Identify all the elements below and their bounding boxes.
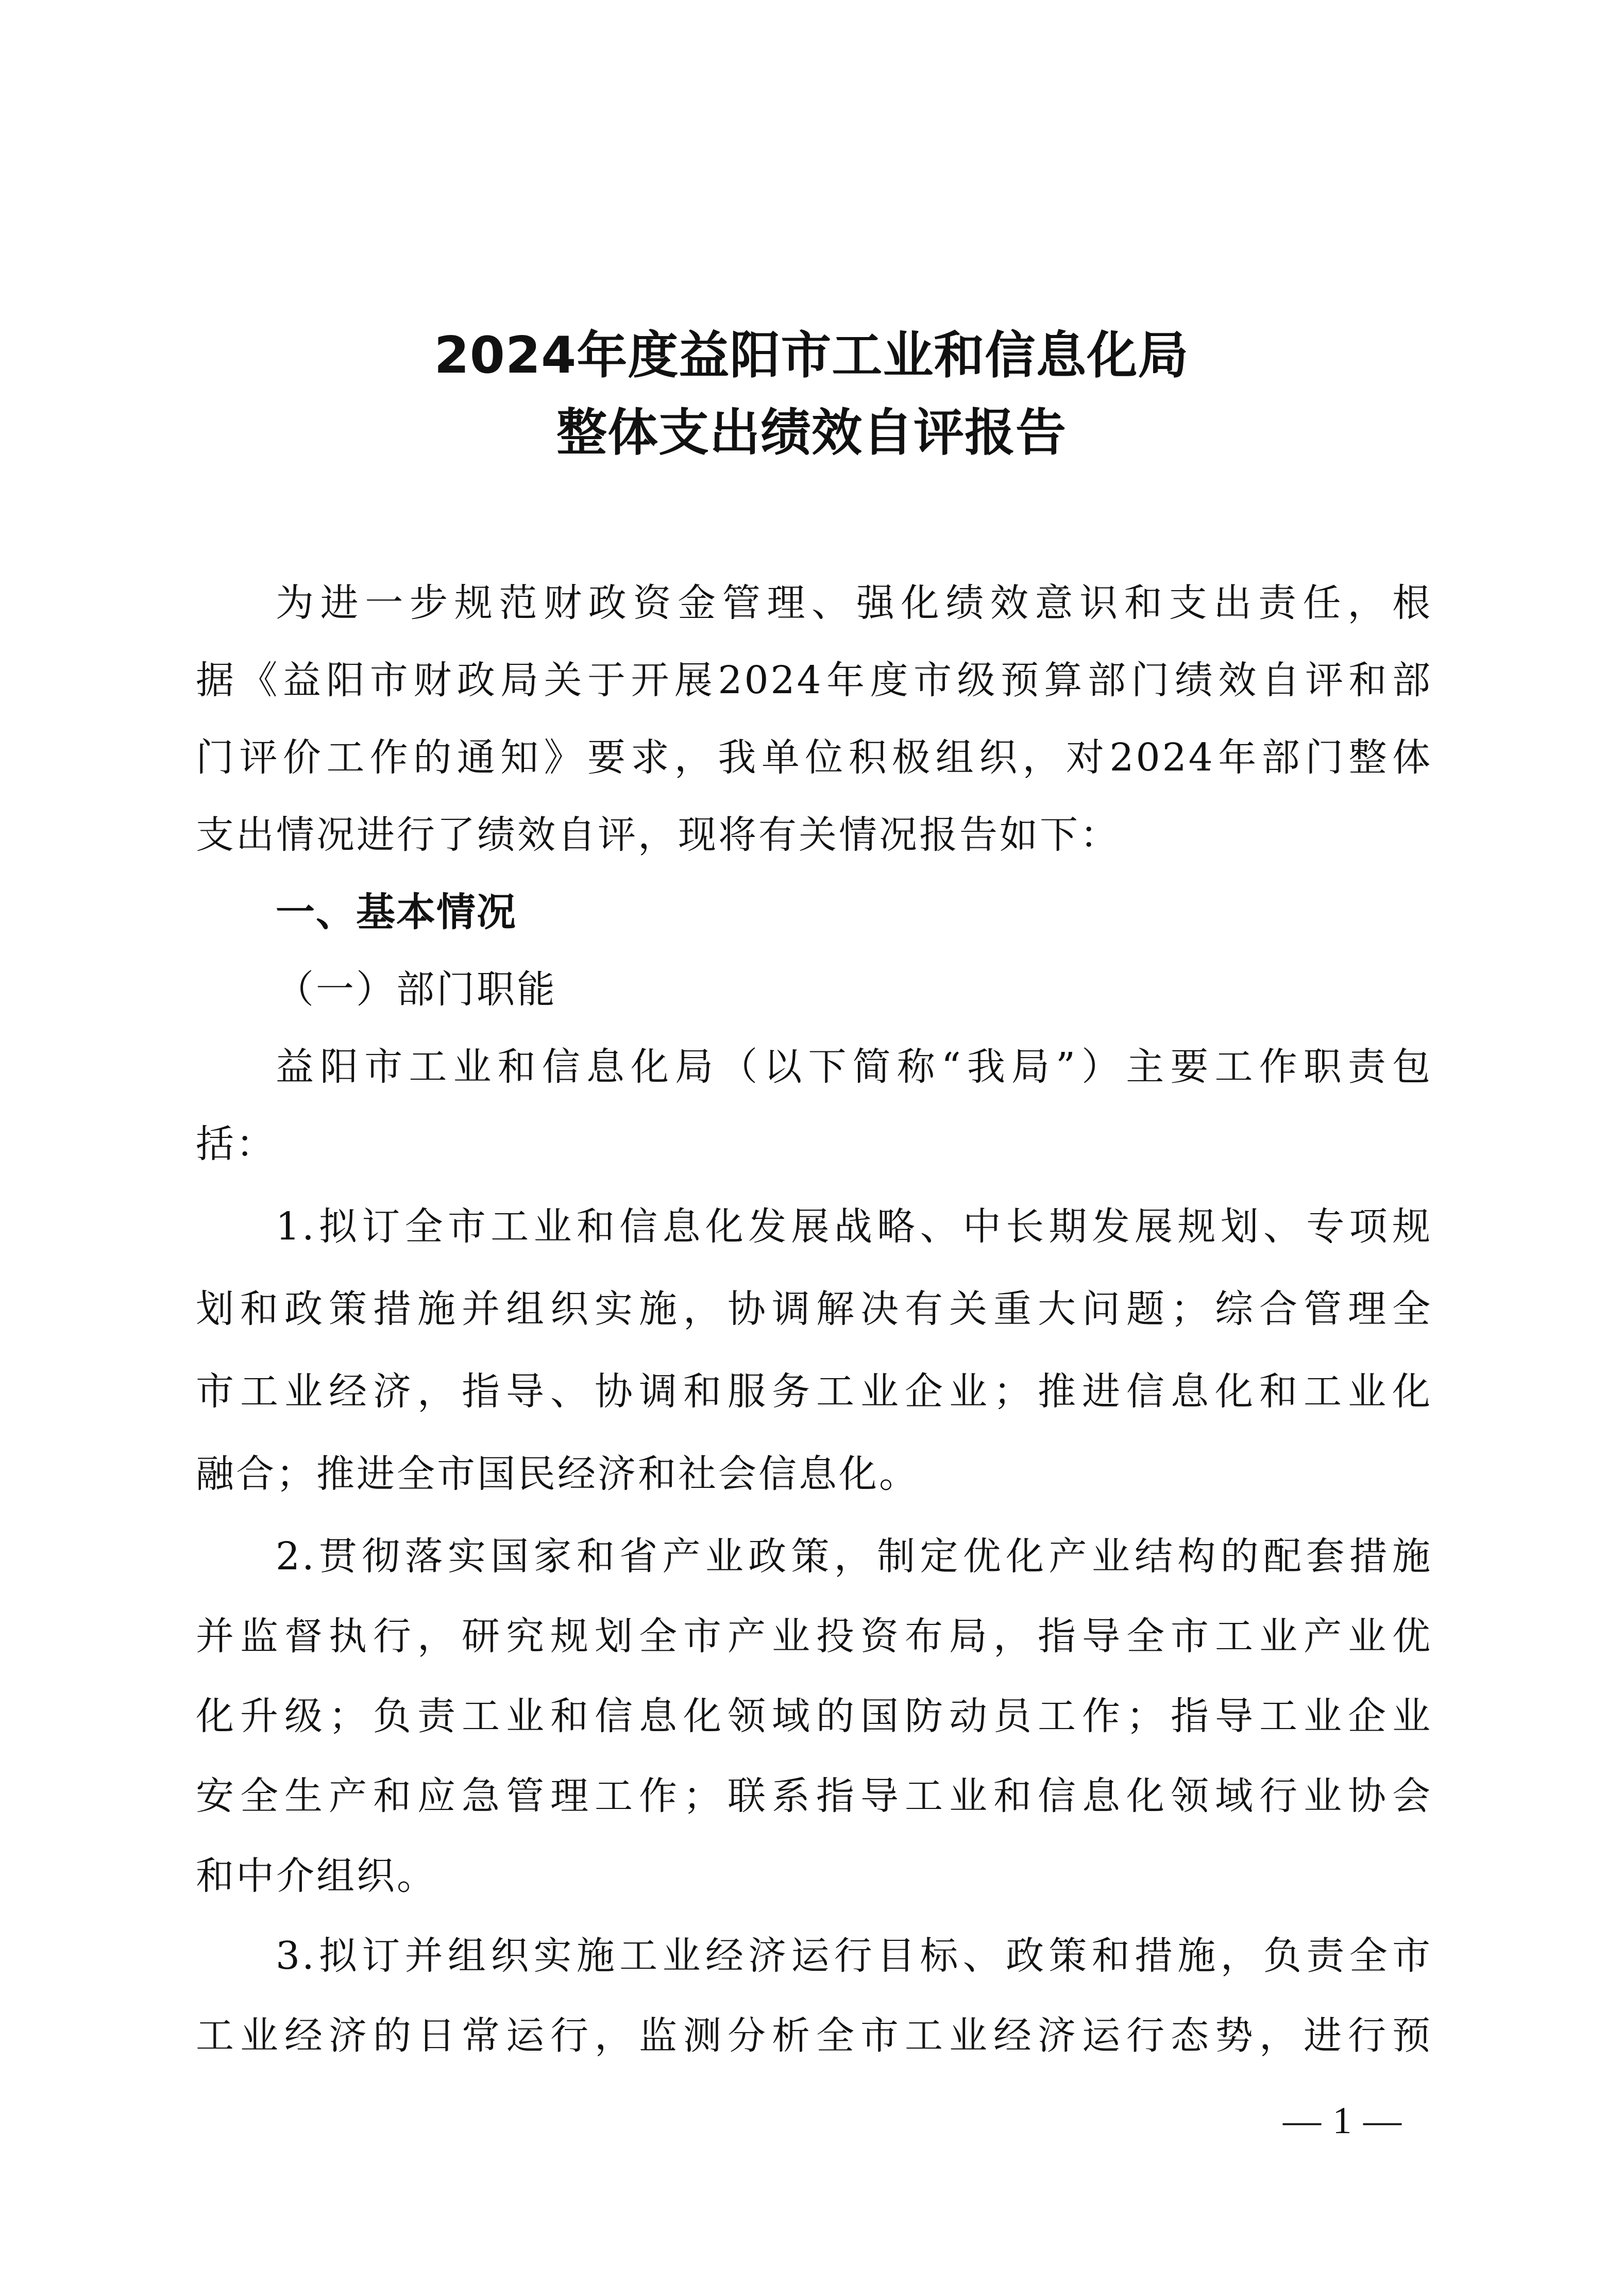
section-heading-basic-info: 一、基本情况 — [276, 889, 517, 935]
item1-line-4: 融合；推进全市国民经济和社会信息化。 — [196, 1452, 919, 1496]
item2-line-3: 化升级；负责工业和信息化领域的国防动员工作；指导工业企业 — [196, 1694, 1432, 1738]
item2-line-2: 并监督执行，研究规划全市产业投资布局，指导全市工业产业优 — [196, 1614, 1432, 1658]
intro-line-4: 支出情况进行了绩效自评，现将有关情况报告如下： — [196, 813, 1120, 857]
page-number: — 1 — — [1283, 2100, 1402, 2142]
item2-line-4: 安全生产和应急管理工作；联系指导工业和信息化领域行业协会 — [196, 1774, 1432, 1818]
item2-line-5: 和中介组织。 — [196, 1854, 437, 1898]
item1-line-3: 市工业经济，指导、协调和服务工业企业；推进信息化和工业化 — [196, 1369, 1432, 1414]
item1-line-1: 1.拟订全市工业和信息化发展战略、中长期发展规划、专项规 — [276, 1204, 1432, 1249]
item3-line-2: 工业经济的日常运行，监测分析全市工业经济运行态势，进行预 — [196, 2014, 1432, 2058]
title-line-1: 2024年度益阳市工业和信息化局 — [434, 326, 1189, 385]
item2-line-1: 2.贯彻落实国家和省产业政策，制定优化产业结构的配套措施 — [276, 1534, 1432, 1579]
intro-line-2: 据《益阳市财政局关于开展2024年度市级预算部门绩效自评和部 — [196, 658, 1432, 702]
intro-line-1: 为进一步规范财政资金管理、强化绩效意识和支出责任，根 — [276, 581, 1432, 625]
duties-intro-line-2: 括： — [196, 1122, 276, 1166]
title-line-2: 整体支出绩效自评报告 — [556, 404, 1067, 462]
subheading-department-function: （一）部门职能 — [276, 967, 557, 1012]
item3-line-1: 3.拟订并组织实施工业经济运行目标、政策和措施，负责全市 — [276, 1934, 1432, 1978]
duties-intro-line-1: 益阳市工业和信息化局（以下简称“我局”）主要工作职责包 — [276, 1045, 1432, 1089]
item1-line-2: 划和政策措施并组织实施，协调解决有关重大问题；综合管理全 — [196, 1287, 1432, 1331]
intro-line-3: 门评价工作的通知》要求，我单位积极组织，对2024年部门整体 — [196, 735, 1432, 780]
